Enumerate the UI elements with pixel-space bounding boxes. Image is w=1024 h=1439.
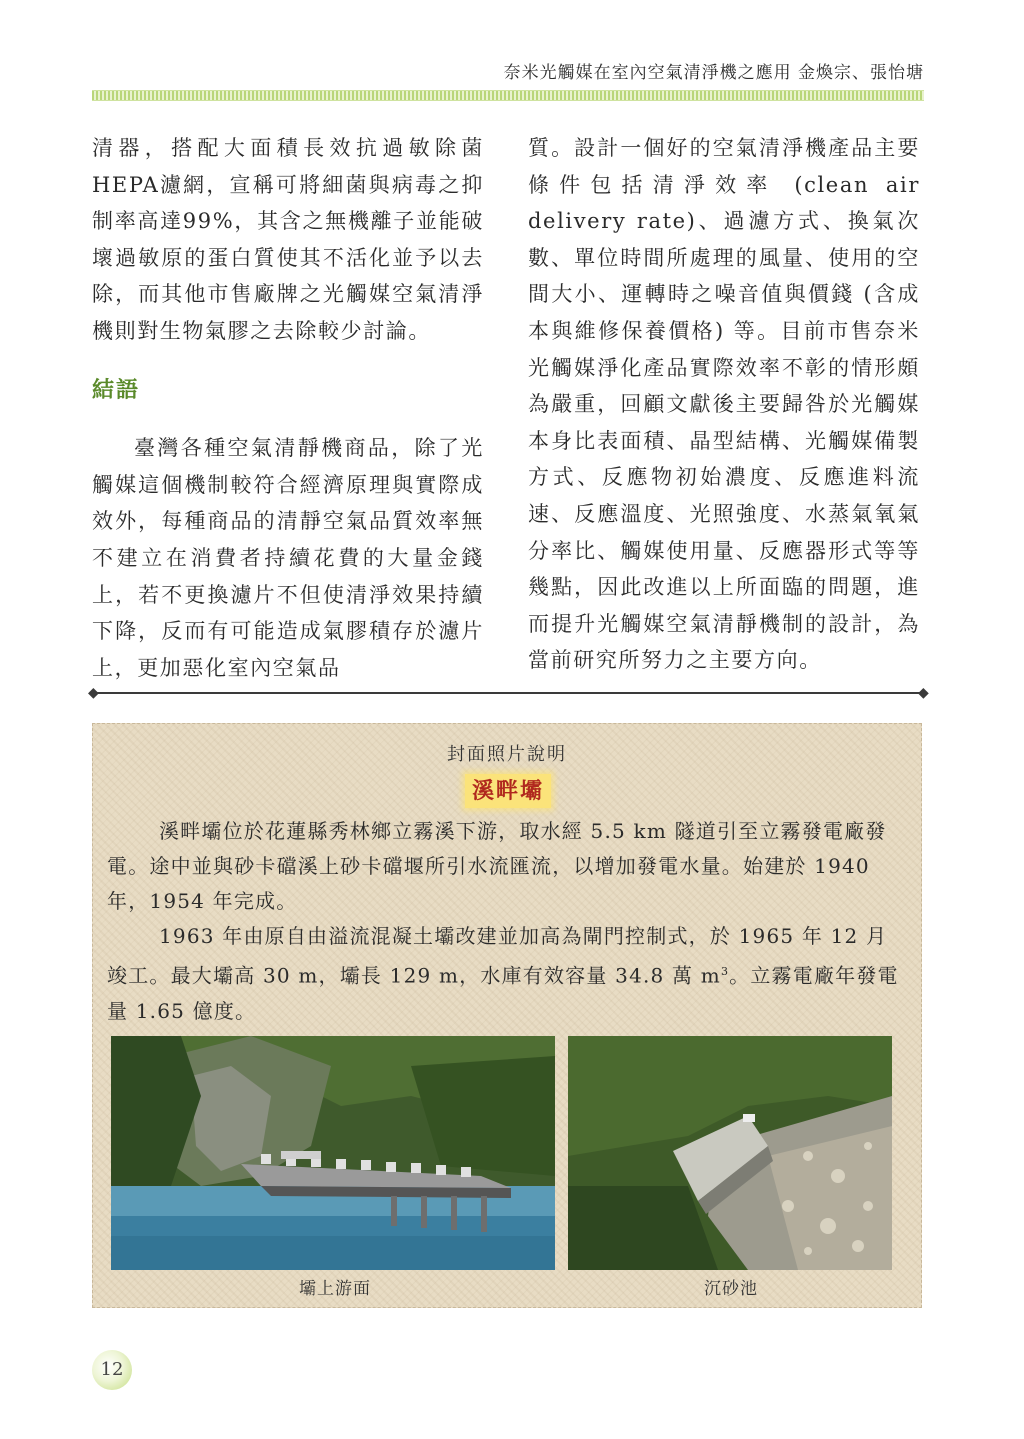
sedimentation-pond-image: [568, 1036, 892, 1270]
cover-caption-paragraph-2: [107, 919, 907, 1029]
sedimentation-pond-photo: [568, 1036, 892, 1270]
divider-left-ornament-icon: ◆: [88, 685, 99, 701]
left-column: [92, 130, 484, 686]
divider-right-ornament-icon: ◆: [918, 685, 929, 701]
cover-caption-text: [107, 814, 907, 1029]
dam-upstream-caption: 壩上游面: [299, 1279, 371, 1299]
left-paragraph-1: 清器，搭配大面積長效抗過敏除菌HEPA濾網，宣稱可將細菌與病毒之抑制率高達99%，其含之無機離子並能破壞過敏原的蛋白質使其不活化並予以去除，而其他市售廠牌之光觸媒空氣清淨機則對生物氣膠之去除較少討論。: [92, 136, 484, 343]
dam-upstream-image: [111, 1036, 555, 1270]
page-number: 12: [92, 1350, 132, 1390]
cover-caption-title: 溪畔壩: [465, 774, 551, 808]
cover-caption-paragraph-2b: 。立霧電廠年發電量 1.65 億度。: [107, 963, 899, 1023]
cubic-superscript: 3: [720, 965, 730, 978]
right-column: [528, 130, 920, 679]
header-decorative-rule: [92, 90, 924, 101]
section-heading-conclusion: 結語: [92, 376, 141, 403]
sedimentation-pond-caption: 沉砂池: [704, 1279, 758, 1299]
cover-caption-label: 封面照片說明: [447, 744, 567, 765]
section-divider: [92, 692, 926, 694]
left-paragraph-2: 臺灣各種空氣清靜機商品，除了光觸媒這個機制較符合經濟原理與實際成效外，每種商品的清靜空氣品質效率無不建立在消費者持續花費的大量金錢上，若不更換濾片不但使清淨效果持續下降，反而有可能造成氣膠積存於濾片上，更加惡化室內空氣品: [92, 436, 484, 680]
right-paragraph: 質。設計一個好的空氣清淨機產品主要條件包括清淨效率 (clean air delivery rate)、過濾方式、換氣次數、單位時間所處理的風量、使用的空間大小、運轉時之噪音值與價錢 (含成本與維修保養價格) 等。目前市售奈米光觸媒淨化產品實際效率不彰的情形頗為嚴重，回顧文獻後主要歸咎於光觸媒本身比表面積、晶型結構、光觸媒備製方式、反應物初始濃度、反應進料流速、反應溫度、光照強度、水蒸氣氧氣分率比、觸媒使用量、反應器形式等等幾點，因此改進以上所面臨的問題，進而提升光觸媒空氣清靜機制的設計，為當前研究所努力之主要方向。: [528, 136, 920, 673]
cover-caption-paragraph-1: 溪畔壩位於花蓮縣秀林鄉立霧溪下游，取水經 5.5 km 隧道引至立霧發電廠發電。途中並與砂卡礑溪上砂卡礑堰所引水流匯流，以增加發電水量。始建於 1940 年，1954 年完成。: [107, 819, 887, 913]
cover-photo-caption-box: [92, 723, 922, 1308]
header-title: 奈米光觸媒在室內空氣清淨機之應用 金煥宗、張怡塘: [503, 63, 924, 83]
cover-caption-paragraph-2a: 1963 年由原自由溢流混凝土壩改建並加高為閘門控制式，於 1965 年 12 月竣工。最大壩高 30 m，壩長 129 m，水庫有效容量 34.8 萬 m: [107, 924, 888, 988]
dam-upstream-photo: [111, 1036, 555, 1270]
